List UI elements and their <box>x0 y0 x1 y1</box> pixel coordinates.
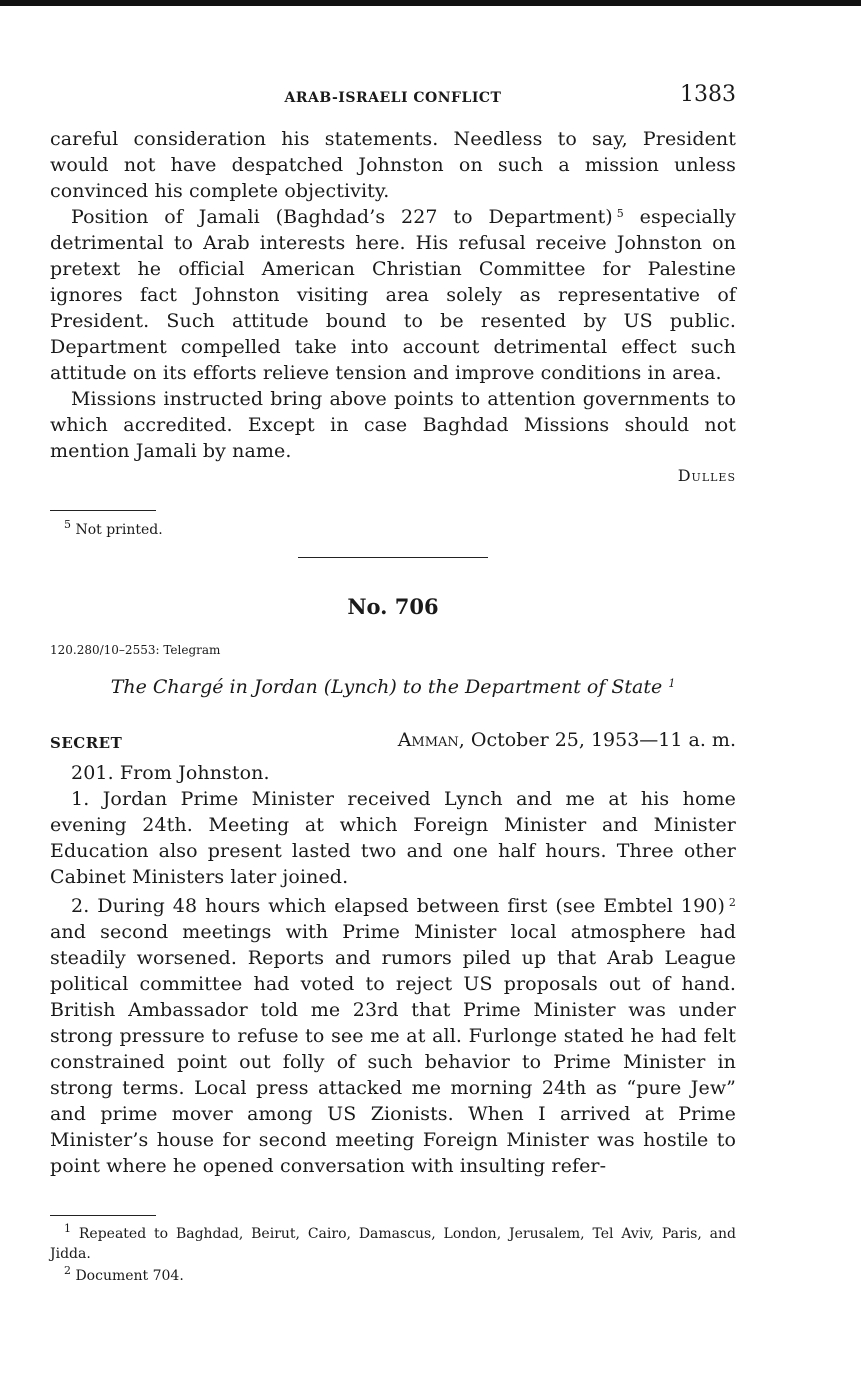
footnote-mark-2: 2 <box>64 1264 71 1277</box>
footnote-2 <box>50 1266 736 1286</box>
dateline <box>398 729 736 751</box>
previous-doc-paragraph-3: Missions instructed bring above points to attention governments to which accredited. Except in case Baghdad Missions should not mention Jamali by name. <box>50 388 736 462</box>
footnote-5-text: Not printed. <box>75 522 163 538</box>
telegram-paragraph-2-start: 2. During 48 hours which elapsed between first (see Embtel 190) <box>71 895 725 917</box>
jamali-position-continued: especially detrimental to Arab interests here. His refusal receive Johnston on pretext he official American Christian Committee for Palestine ignores fact Johnston visiting area solely as representative of President. Such attitude bound to be resented by US public. Department compelled take into account detrimental effect such attitude on its efforts relieve tension and improve conditions in area. <box>50 206 737 384</box>
footnote-5 <box>50 520 736 540</box>
document-title-text: The Chargé in Jordan (Lynch) to the Department of State <box>110 676 663 698</box>
page-number: 1383 <box>680 82 736 107</box>
footnote-ref-5[interactable]: 5 <box>616 207 624 220</box>
dateline-date: , October 25, 1953—11 a. m. <box>458 729 736 751</box>
jamali-position-text: Position of Jamali (Baghdad’s 227 to Department) <box>71 206 613 228</box>
footnote-mark-5: 5 <box>64 518 71 531</box>
previous-doc-paragraph-1: careful consideration his statements. Needless to say, President would not have despatched Johnston on such a mission unless convinced his complete objectivity. <box>50 128 736 202</box>
telegram-paragraph-2 <box>50 893 736 1179</box>
document-separator <box>298 557 488 558</box>
page-header <box>50 82 736 112</box>
footnote-ref-1[interactable]: 1 <box>668 677 676 690</box>
telegram-paragraph-intro: 201. From Johnston. <box>71 762 270 784</box>
document-number: No. 706 <box>347 594 439 619</box>
footnote-mark-1: 1 <box>64 1222 71 1235</box>
telegram-paragraph-2-continued: and second meetings with Prime Minister local atmosphere had steadily worsened. Reports and rumors piled up that Arab League political committee had voted to reject US proposals out of hand. British Ambassador told me 23rd that Prime Minister was under strong pressure to refuse to see me at all. Furlonge stated he had felt constrained point out folly of such behavior to Prime Minister in strong terms. Local press attacked me morning 24th as “pure Jew” and prime mover among US Zionists. When I arrived at Prime Minister’s house for second meeting Foreign Minister was hostile to point where he opened conversation with insulting refer- <box>50 921 736 1177</box>
scan-top-border <box>0 0 861 6</box>
document-title <box>50 676 736 698</box>
file-reference: 120.280/10–2553: Telegram <box>50 643 221 657</box>
footnote-2-text: Document 704. <box>75 1268 184 1284</box>
previous-doc-paragraph-2 <box>50 204 736 386</box>
dateline-place: Amman <box>397 729 459 751</box>
footnote-1-text: Repeated to Baghdad, Beirut, Cairo, Damascus, London, Jerusalem, Tel Aviv, Paris, and Jidda. <box>50 1226 736 1262</box>
signature-dulles: Dulles <box>677 466 736 485</box>
footnote-divider <box>50 510 156 511</box>
footnote-ref-2[interactable]: 2 <box>728 896 736 909</box>
footnote-1 <box>50 1224 736 1264</box>
telegram-paragraph-1: 1. Jordan Prime Minister received Lynch and me at his home evening 24th. Meeting at which Foreign Minister and Minister Education also present lasted two and one half hours. Three other Cabinet Ministers later joined. <box>50 788 736 888</box>
running-title: ARAB-ISRAELI CONFLICT <box>284 90 502 106</box>
classification-label: SECRET <box>50 734 123 752</box>
footnote-divider-2 <box>50 1215 156 1216</box>
